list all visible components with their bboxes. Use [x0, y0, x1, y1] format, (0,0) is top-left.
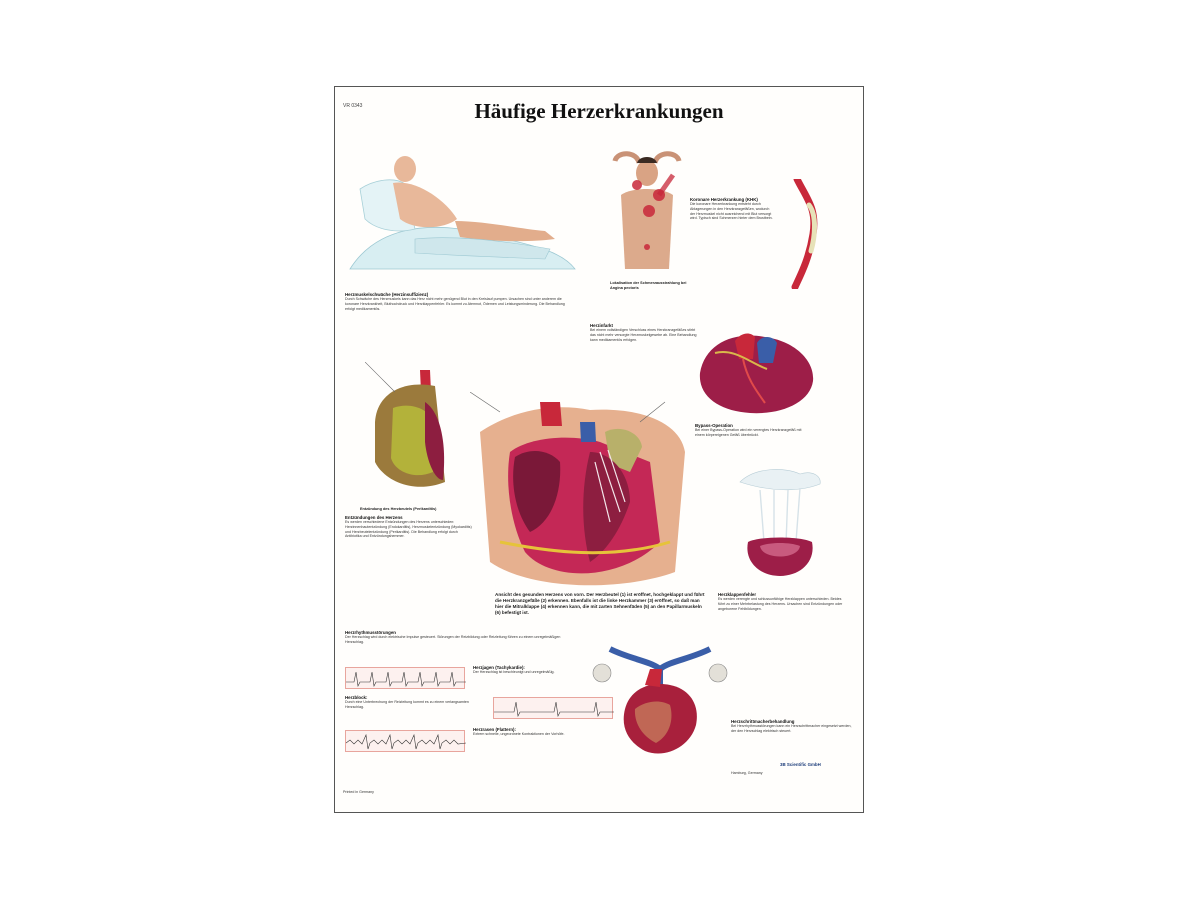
credits-text: Hamburg, Germany — [731, 771, 763, 775]
chd-heading: Koronare Herzerkrankung (KHK) — [690, 197, 758, 202]
ecg-strip-tachycardia — [345, 667, 465, 689]
tachycardia-text — [473, 665, 573, 675]
poster — [334, 86, 864, 813]
pericarditis-illustration — [365, 362, 450, 502]
poster-title: Häufige Herzerkrankungen — [474, 99, 724, 123]
heart-attack-heading: Herzinfarkt — [590, 323, 613, 328]
angina-pain-figure — [607, 151, 687, 276]
bradycardia-heading: Herzblock: — [345, 695, 368, 700]
flutter-body: Extrem schnelle, ungeordnete Kontraktionen der Vorhöfe. — [473, 732, 565, 737]
heart-attack-text — [590, 323, 700, 342]
inflammation-body: Es werden verschiedene Entzündungen des Herzens unterschieden: Herzinnenhautentzündung (Endokarditis), Herzmuskelentzündung (Myokarditis) und Herzbeutelentzündung (Perikarditis). Die Behandlung erfolgt durch Antibiotika und Entzündungshemmer. — [345, 520, 472, 539]
coronary-artery-illustration — [787, 179, 832, 289]
pacemaker-body: Bei Herzrhythmusstörungen kann ein Herzschrittmacher eingesetzt werden, der den Herzschlag elektrisch steuert. — [731, 724, 852, 733]
footer-left-text: Printed in Germany — [343, 790, 374, 794]
main-heart-caption: Ansicht des gesunden Herzens von vorn. Der Herzbeutel (1) ist eröffnet, hochgeklappt und führt die Herzkranzgefäße (2) erkennen. Ebenfalls ist die linke Herzkammer (3) eröffnet, so daß man hier die Mitralklappe (4) erkennen kann, die mit zarten Sehnenfäden (5) an den Papillarmuskeln (6) befestigt ist. — [495, 592, 705, 615]
valve-defects-heading: Herzklappenfehler — [718, 592, 757, 597]
bradycardia-text — [345, 695, 485, 710]
bradycardia-body: Durch eine Unterbrechung der Reizleitung kommt es zu einem verlangsamten Herzschlag. — [345, 700, 469, 709]
chd-text — [690, 197, 775, 221]
valve-illustration — [730, 462, 830, 582]
pacemaker-text — [731, 719, 856, 734]
ecg-strip-flutter — [345, 730, 465, 752]
flutter-heading: Herzrasen (Flattern): — [473, 727, 516, 732]
reclining-patient-illustration — [345, 149, 580, 279]
tachycardia-heading: Herzjagen (Tachykardie): — [473, 665, 525, 670]
bypass-heading: Bypass-Operation — [695, 423, 733, 428]
arrhythmia-heading: Herzrhythmusstörungen — [345, 630, 396, 635]
ecg-trace-flutter — [346, 731, 466, 753]
bypass-heart-illustration — [695, 323, 820, 418]
valve-defects-body: Es werden verengte und schlussunfähige Herzklappen unterschieden. Beides führt zu einer Mehrbelastung des Herzens. Ursachen sind Entzündungen oder angeborene Fehlbildungen. — [718, 597, 843, 611]
ecg-trace-tachycardia — [346, 668, 466, 690]
tachycardia-body: Der Herzschlag ist beschleunigt und unregelmäßig. — [473, 670, 555, 675]
inflammation-text — [345, 515, 475, 539]
arrhythmia-text — [345, 630, 565, 645]
pericarditis-caption: Entzündung des Herzbeutels (Perikarditis) — [360, 507, 437, 511]
main-heart-cross-section — [470, 392, 690, 592]
arrhythmia-body: Der Herzschlag wird durch elektrische Impulse gesteuert. Störungen der Reizbildung oder Reizleitung führen zu einem unregelmäßigen Herzschlag. — [345, 635, 561, 644]
publisher-logo: 3B Scientific GmbH — [780, 762, 821, 767]
heart-failure-text — [345, 292, 575, 311]
heart-attack-body: Bei einem vollständigen Verschluss eines Herzkranzgefäßes stirbt das nicht mehr versorgte Herzmuskelgewebe ab. Eine Behandlung kann medikamentös erfolgen. — [590, 328, 697, 342]
catalog-number: VR 0343 — [343, 103, 363, 109]
valve-defects-text — [718, 592, 843, 611]
bypass-text — [695, 423, 810, 438]
inflammation-heading: Entzündungen des Herzens — [345, 515, 403, 520]
pacemaker-heading: Herzschrittmacherbehandlung — [731, 719, 795, 724]
heart-failure-heading: Herzmuskelschwäche (Herzinsuffizienz) — [345, 292, 429, 297]
pain-localisation-caption: Lokalisation der Schmerzausstrahlung bei Angina pectoris — [610, 281, 687, 290]
heart-failure-body: Durch Schwäche des Herzmuskels kann das Herz nicht mehr genügend Blut in den Kreislauf pumpen. Ursachen sind unter anderem die koronare Herzkrankheit, Bluthochdruck und Herzklappenfehler. Es kommt zu Atemnot, Ödemen und Leistungsminderung. Die Behandlung erfolgt medikamentös. — [345, 297, 565, 311]
pacemaker-heart-illustration — [590, 639, 730, 764]
chd-body: Die koronare Herzerkrankung entsteht durch Ablagerungen in den Herzkranzgefäßen, wodurch der Herzmuskel nicht ausreichend mit Blut versorgt wird. Typisch sind Schmerzen hinter dem Brustbein. — [690, 202, 773, 221]
bypass-body: Bei einer Bypass-Operation wird ein verengtes Herzkranzgefäß mit einem körpereigenen Gefäß überbrückt. — [695, 428, 802, 437]
